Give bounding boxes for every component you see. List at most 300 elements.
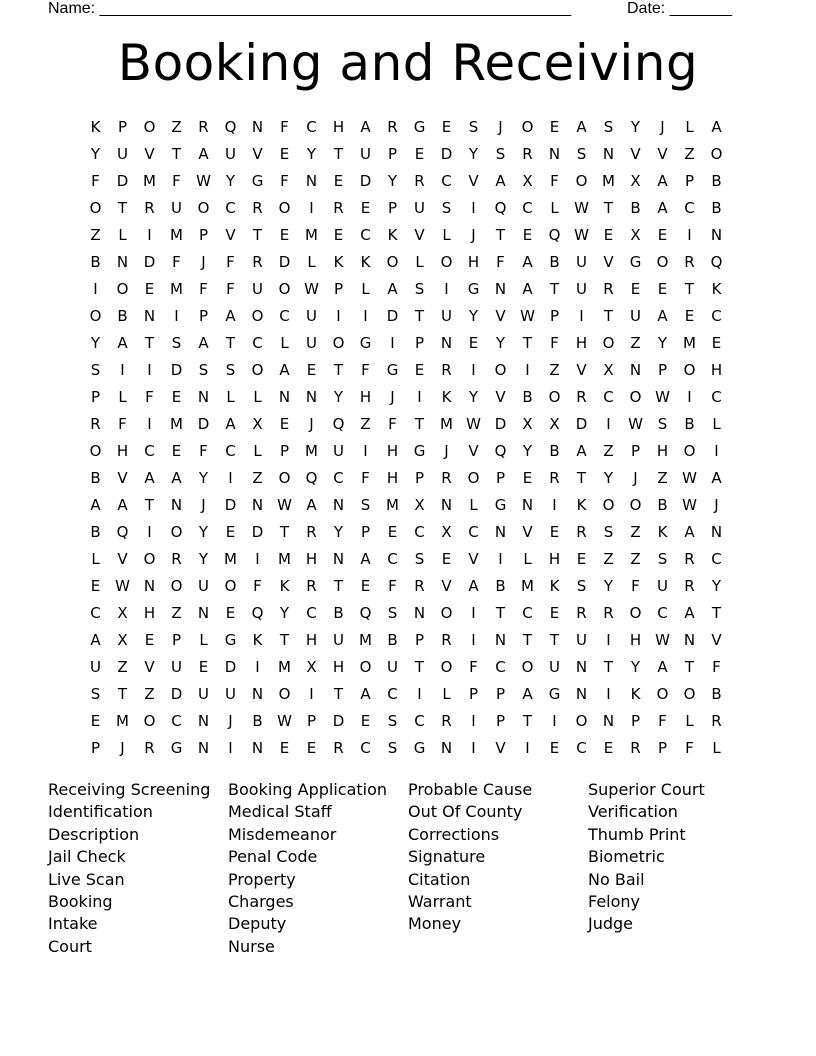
grid-letter: X <box>630 171 641 190</box>
grid-letter: P <box>171 630 182 649</box>
grid-letter: I <box>147 360 152 379</box>
grid-letter: C <box>360 738 371 757</box>
grid-letter: V <box>468 171 479 190</box>
grid-letter: F <box>685 738 694 757</box>
grid-letter: G <box>359 333 372 352</box>
grid-letter: E <box>306 738 317 757</box>
word-list-item: Corrections <box>408 824 500 844</box>
grid-letter: W <box>574 225 589 244</box>
grid-letter: O <box>359 657 372 676</box>
grid-letter: T <box>279 522 290 541</box>
grid-letter: K <box>711 279 722 298</box>
grid-letter: C <box>711 549 722 568</box>
grid-letter: P <box>630 711 641 730</box>
grid-letter: I <box>687 225 692 244</box>
grid-letter: Y <box>468 306 479 325</box>
word-list-item: Felony <box>588 891 641 911</box>
grid-letter: C <box>279 306 290 325</box>
grid-letter: V <box>117 468 128 487</box>
grid-letter: N <box>197 387 210 406</box>
grid-letter: N <box>251 495 264 514</box>
grid-letter: N <box>602 711 615 730</box>
grid-letter: I <box>714 441 719 460</box>
grid-letter: M <box>278 549 291 568</box>
grid-letter: N <box>251 684 264 703</box>
grid-letter: Y <box>225 171 236 190</box>
grid-letter: T <box>117 198 128 217</box>
grid-letter: C <box>522 603 533 622</box>
grid-letter: E <box>333 171 344 190</box>
grid-letter: D <box>224 495 237 514</box>
grid-letter: J <box>309 414 314 433</box>
word-list-item: Court <box>48 936 92 956</box>
grid-letter: I <box>417 387 422 406</box>
grid-letter: A <box>171 468 182 487</box>
grid-letter: M <box>521 576 534 595</box>
grid-letter: R <box>522 144 533 163</box>
grid-letter: I <box>147 522 152 541</box>
grid-letter: N <box>305 387 318 406</box>
grid-letter: Z <box>603 441 614 460</box>
grid-letter: T <box>117 684 128 703</box>
grid-letter: O <box>710 144 723 163</box>
grid-letter: O <box>116 279 129 298</box>
word-list-item: Misdemeanor <box>228 824 337 844</box>
grid-letter: Q <box>305 468 318 487</box>
grid-letter: U <box>414 198 425 217</box>
grid-letter: D <box>170 684 183 703</box>
grid-letter: R <box>198 117 209 136</box>
grid-letter: Y <box>198 468 209 487</box>
grid-letter: J <box>201 495 206 514</box>
grid-letter: T <box>495 603 506 622</box>
grid-letter: J <box>660 117 665 136</box>
word-column <box>228 779 408 958</box>
grid-letter: U <box>549 657 560 676</box>
grid-letter: H <box>116 441 129 460</box>
grid-letter: E <box>360 198 371 217</box>
grid-letter: Y <box>306 144 317 163</box>
grid-letter: I <box>525 360 530 379</box>
grid-letter: Z <box>144 684 155 703</box>
grid-letter: F <box>118 414 127 433</box>
grid-letter: F <box>631 576 640 595</box>
grid-letter: I <box>579 306 584 325</box>
grid-letter: V <box>495 387 506 406</box>
grid-letter: M <box>143 171 156 190</box>
grid-letter: W <box>574 198 589 217</box>
grid-letter: Q <box>332 414 345 433</box>
word-list-item: Nurse <box>228 936 275 956</box>
grid-letter: V <box>603 252 614 271</box>
grid-letter: N <box>143 306 156 325</box>
grid-letter: I <box>147 225 152 244</box>
grid-letter: N <box>278 387 291 406</box>
grid-letter: B <box>90 468 101 487</box>
grid-letter: B <box>684 414 695 433</box>
grid-letter: L <box>226 387 235 406</box>
grid-letter: M <box>305 225 318 244</box>
grid-letter: S <box>225 360 236 379</box>
grid-letter: D <box>197 414 210 433</box>
word-list-item: Money <box>408 914 462 934</box>
grid-letter: X <box>306 657 317 676</box>
grid-letter: E <box>198 657 209 676</box>
grid-letter: M <box>602 171 615 190</box>
grid-letter: Y <box>603 576 614 595</box>
grid-letter: L <box>415 252 424 271</box>
grid-letter: N <box>494 522 507 541</box>
grid-letter: E <box>684 306 695 325</box>
grid-letter: I <box>471 198 476 217</box>
grid-letter: F <box>550 171 559 190</box>
grid-letter: N <box>710 522 723 541</box>
grid-letter: R <box>252 252 263 271</box>
grid-letter: U <box>441 306 452 325</box>
grid-letter: O <box>251 306 264 325</box>
grid-letter: A <box>225 414 236 433</box>
grid-letter: P <box>657 738 668 757</box>
grid-letter: Y <box>603 468 614 487</box>
grid-letter: A <box>198 144 209 163</box>
grid-letter: U <box>306 306 317 325</box>
grid-letter: T <box>549 630 560 649</box>
grid-letter: P <box>549 306 560 325</box>
grid-letter: B <box>495 576 506 595</box>
grid-letter: I <box>552 711 557 730</box>
word-list-item: Out Of County <box>408 802 523 822</box>
grid-letter: N <box>197 603 210 622</box>
grid-letter: Z <box>630 522 641 541</box>
grid-letter: Z <box>684 144 695 163</box>
grid-letter: N <box>305 171 318 190</box>
word-list-item: Probable Cause <box>408 780 533 799</box>
grid-letter: K <box>441 387 452 406</box>
grid-letter: E <box>279 414 290 433</box>
grid-letter: N <box>116 252 129 271</box>
grid-letter: F <box>361 468 370 487</box>
grid-letter: I <box>390 333 395 352</box>
grid-letter: B <box>90 252 101 271</box>
grid-letter: S <box>90 360 101 379</box>
grid-letter: X <box>252 414 263 433</box>
grid-letter: A <box>576 441 587 460</box>
grid-letter: X <box>549 414 560 433</box>
grid-letter: K <box>387 225 398 244</box>
grid-letter: U <box>657 576 668 595</box>
grid-letter: Q <box>710 252 723 271</box>
grid-letter: H <box>359 387 372 406</box>
grid-letter: U <box>306 333 317 352</box>
word-list-item: Penal Code <box>228 847 318 867</box>
grid-letter: C <box>306 117 317 136</box>
grid-letter: Q <box>548 225 561 244</box>
grid-letter: R <box>441 468 452 487</box>
grid-letter: T <box>279 630 290 649</box>
grid-letter: I <box>93 279 98 298</box>
grid-letter: S <box>576 144 587 163</box>
word-list-item: Verification <box>588 802 678 822</box>
grid-letter: B <box>387 630 398 649</box>
grid-letter: O <box>656 684 669 703</box>
grid-letter: R <box>252 198 263 217</box>
grid-letter: A <box>225 306 236 325</box>
grid-letter: E <box>630 279 641 298</box>
page-title: Booking and Receiving <box>117 34 699 92</box>
grid-letter: A <box>198 333 209 352</box>
grid-letter: V <box>414 225 425 244</box>
grid-letter: O <box>683 360 696 379</box>
grid-letter: A <box>522 279 533 298</box>
grid-letter: C <box>468 522 479 541</box>
grid-letter: Z <box>360 414 371 433</box>
grid-letter: M <box>305 441 318 460</box>
grid-letter: F <box>253 576 262 595</box>
grid-letter: D <box>251 522 264 541</box>
grid-letter: N <box>170 495 183 514</box>
grid-letter: S <box>387 711 398 730</box>
grid-letter: C <box>576 738 587 757</box>
grid-letter: S <box>603 522 614 541</box>
grid-letter: V <box>468 549 479 568</box>
grid-letter: A <box>360 117 371 136</box>
grid-letter: L <box>550 198 559 217</box>
grid-letter: N <box>602 144 615 163</box>
grid-letter: M <box>359 630 372 649</box>
grid-letter: N <box>548 144 561 163</box>
grid-letter: J <box>228 711 233 730</box>
grid-letter: A <box>306 495 317 514</box>
grid-letter: U <box>171 198 182 217</box>
grid-letter: O <box>278 279 291 298</box>
grid-letter: T <box>144 495 155 514</box>
grid-letter: C <box>414 522 425 541</box>
grid-letter: L <box>118 225 127 244</box>
word-list-item: Receiving Screening <box>48 780 211 799</box>
grid-letter: J <box>714 495 719 514</box>
grid-letter: R <box>630 738 641 757</box>
grid-letter: L <box>280 333 289 352</box>
grid-letter: K <box>90 117 101 136</box>
grid-letter: T <box>711 603 722 622</box>
grid-letter: E <box>603 225 614 244</box>
grid-letter: K <box>252 630 263 649</box>
grid-letter: U <box>90 657 101 676</box>
grid-letter: I <box>309 684 314 703</box>
word-list-item: Citation <box>408 869 471 889</box>
grid-letter: F <box>469 657 478 676</box>
grid-letter: E <box>279 144 290 163</box>
grid-letter: C <box>441 171 452 190</box>
grid-letter: P <box>387 198 398 217</box>
grid-letter: F <box>172 252 181 271</box>
grid-letter: Z <box>630 333 641 352</box>
grid-letter: E <box>333 225 344 244</box>
grid-letter: P <box>90 738 101 757</box>
grid-letter: R <box>603 279 614 298</box>
grid-letter: U <box>198 684 209 703</box>
grid-letter: P <box>495 684 506 703</box>
grid-letter: P <box>198 225 209 244</box>
grid-letter: Y <box>711 576 722 595</box>
grid-letter: C <box>306 603 317 622</box>
grid-letter: O <box>143 711 156 730</box>
grid-letter: V <box>495 738 506 757</box>
grid-letter: P <box>333 279 344 298</box>
grid-letter: O <box>521 657 534 676</box>
grid-letter: M <box>116 711 129 730</box>
grid-letter: Y <box>198 549 209 568</box>
grid-letter: L <box>361 279 370 298</box>
grid-letter: K <box>576 495 587 514</box>
grid-letter: B <box>90 522 101 541</box>
grid-letter: F <box>172 171 181 190</box>
grid-letter: Y <box>630 657 641 676</box>
grid-letter: V <box>144 144 155 163</box>
grid-letter: Y <box>630 117 641 136</box>
grid-letter: U <box>198 576 209 595</box>
grid-letter: H <box>575 333 588 352</box>
grid-letter: C <box>495 657 506 676</box>
grid-letter: E <box>144 630 155 649</box>
grid-letter: N <box>494 279 507 298</box>
grid-letter: J <box>444 441 449 460</box>
grid-letter: M <box>386 495 399 514</box>
grid-letter: Y <box>468 144 479 163</box>
grid-letter: F <box>145 387 154 406</box>
grid-letter: V <box>144 657 155 676</box>
grid-letter: C <box>414 711 425 730</box>
grid-letter: S <box>90 684 101 703</box>
grid-letter: R <box>387 117 398 136</box>
grid-letter: N <box>197 738 210 757</box>
grid-letter: T <box>414 657 425 676</box>
grid-letter: N <box>440 738 453 757</box>
grid-letter: O <box>278 198 291 217</box>
grid-letter: O <box>197 198 210 217</box>
grid-letter: P <box>279 441 290 460</box>
grid-letter: E <box>522 468 533 487</box>
grid-letter: B <box>252 711 263 730</box>
grid-letter: A <box>657 306 668 325</box>
grid-letter: U <box>333 441 344 460</box>
grid-letter: M <box>224 549 237 568</box>
grid-letter: L <box>91 549 100 568</box>
grid-letter: G <box>494 495 507 514</box>
grid-letter: G <box>251 171 264 190</box>
word-list-item: Biometric <box>588 847 665 867</box>
grid-letter: X <box>522 171 533 190</box>
grid-letter: S <box>657 414 668 433</box>
grid-letter: J <box>498 117 503 136</box>
grid-letter: I <box>255 657 260 676</box>
grid-letter: O <box>170 576 183 595</box>
grid-letter: P <box>414 630 425 649</box>
grid-letter: D <box>116 171 129 190</box>
grid-letter: Y <box>522 441 533 460</box>
grid-letter: B <box>522 387 533 406</box>
grid-letter: T <box>252 225 263 244</box>
date-line: Date: _______ <box>627 0 732 17</box>
grid-letter: Z <box>657 468 668 487</box>
grid-letter: C <box>657 603 668 622</box>
grid-letter: D <box>332 711 345 730</box>
grid-letter: H <box>143 603 156 622</box>
grid-letter: K <box>657 522 668 541</box>
grid-letter: B <box>711 684 722 703</box>
grid-letter: T <box>495 225 506 244</box>
grid-letter: A <box>360 549 371 568</box>
grid-letter: Y <box>333 387 344 406</box>
grid-letter: O <box>440 657 453 676</box>
grid-letter: Q <box>251 603 264 622</box>
grid-letter: D <box>575 414 588 433</box>
grid-letter: E <box>225 522 236 541</box>
grid-letter: U <box>171 657 182 676</box>
grid-letter: P <box>414 333 425 352</box>
grid-letter: N <box>440 333 453 352</box>
grid-letter: I <box>471 711 476 730</box>
word-list-item: Jail Check <box>48 847 126 867</box>
grid-letter: G <box>548 684 561 703</box>
grid-letter: Z <box>252 468 263 487</box>
grid-letter: C <box>603 387 614 406</box>
grid-letter: C <box>171 711 182 730</box>
grid-letter: I <box>363 306 368 325</box>
grid-letter: R <box>576 387 587 406</box>
grid-letter: G <box>386 360 399 379</box>
grid-letter: O <box>602 495 615 514</box>
grid-letter: Y <box>387 171 398 190</box>
grid-letter: O <box>656 252 669 271</box>
grid-letter: X <box>441 522 452 541</box>
grid-letter: S <box>198 360 209 379</box>
grid-letter: H <box>467 252 480 271</box>
grid-letter: M <box>170 414 183 433</box>
grid-letter: X <box>414 495 425 514</box>
grid-letter: P <box>387 144 398 163</box>
grid-letter: I <box>471 738 476 757</box>
grid-letter: A <box>360 684 371 703</box>
grid-letter: U <box>630 306 641 325</box>
grid-letter: L <box>253 387 262 406</box>
grid-letter: Q <box>116 522 129 541</box>
header-row <box>48 0 748 20</box>
grid-letter: T <box>414 414 425 433</box>
grid-letter: A <box>711 468 722 487</box>
grid-letter: N <box>575 657 588 676</box>
grid-letter: W <box>655 630 670 649</box>
grid-letter: I <box>606 414 611 433</box>
grid-letter: R <box>576 522 587 541</box>
grid-letter: E <box>90 711 101 730</box>
grid-letter: V <box>711 630 722 649</box>
grid-letter: N <box>143 576 156 595</box>
grid-letter: R <box>684 549 695 568</box>
grid-letter: T <box>144 333 155 352</box>
grid-letter: L <box>469 495 478 514</box>
grid-letter: O <box>467 468 480 487</box>
grid-letter: W <box>655 387 670 406</box>
grid-letter: T <box>414 306 425 325</box>
grid-letter: I <box>309 198 314 217</box>
grid-letter: F <box>658 711 667 730</box>
grid-letter: H <box>332 657 345 676</box>
grid-letter: C <box>225 198 236 217</box>
word-list-item: Intake <box>48 914 98 934</box>
grid-letter: V <box>495 306 506 325</box>
grid-letter: F <box>496 252 505 271</box>
